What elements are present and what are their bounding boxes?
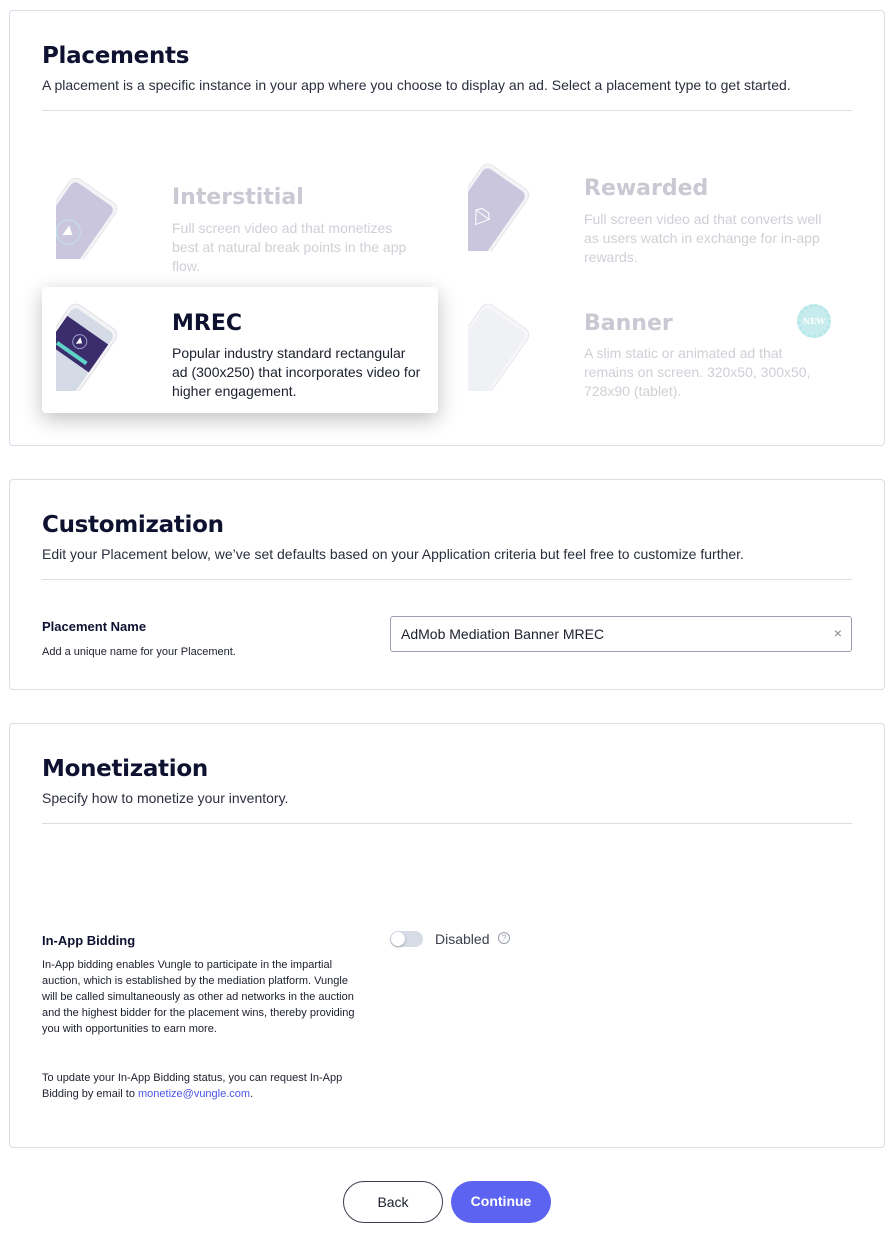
- placement-name-label: Placement Name: [42, 619, 147, 634]
- placement-type-desc: Full screen video ad that monetizes best at natural break points in the app flow.: [172, 220, 407, 274]
- placement-name-input[interactable]: AdMob Mediation Banner MREC ×: [390, 616, 852, 652]
- placement-type-desc: A slim static or animated ad that remains on screen. 320x50, 300x50, 728x90 (tablet).: [584, 345, 811, 399]
- placement-type-title: Interstitial: [172, 185, 304, 210]
- clear-icon[interactable]: ×: [833, 625, 842, 641]
- rewarded-phone-icon: [468, 161, 578, 251]
- placement-type-interstitial[interactable]: [42, 151, 438, 277]
- placement-type-mrec[interactable]: [42, 287, 438, 413]
- placement-type-title: MREC: [172, 311, 243, 336]
- placement-type-title: Rewarded: [584, 176, 709, 201]
- placement-type-banner[interactable]: [454, 287, 850, 413]
- mrec-phone-icon: [56, 301, 166, 391]
- in-app-bidding-update: To update your In-App Bidding status, you can request In-App Bidding by email to monetize@vungle.com.: [42, 1072, 343, 1100]
- banner-phone-icon: [468, 301, 578, 391]
- placement-type-desc: Full screen video ad that converts well as users watch in exchange for in-app rewards.: [584, 211, 822, 265]
- placements-subtitle: A placement is a specific instance in your app where you choose to display an ad. Select a placement type to get started.: [42, 77, 791, 93]
- placement-type-rewarded[interactable]: [454, 151, 850, 277]
- divider: [42, 823, 852, 824]
- monetization-subtitle: Specify how to monetize your inventory.: [42, 790, 289, 806]
- continue-button[interactable]: Continue: [451, 1181, 551, 1223]
- in-app-bidding-toggle[interactable]: [390, 931, 423, 947]
- placements-title: Placements: [42, 43, 190, 69]
- divider: [42, 579, 852, 580]
- placement-name-help: Add a unique name for your Placement.: [42, 646, 236, 658]
- customization-card: [9, 479, 885, 690]
- placement-type-desc: Popular industry standard rectangular ad (300x250) that incorporates video for higher engagement.: [172, 345, 421, 399]
- placement-type-title: Banner: [584, 311, 673, 336]
- divider: [42, 110, 852, 111]
- customization-title: Customization: [42, 512, 224, 538]
- monetization-card: [9, 723, 885, 1148]
- toggle-state-label: Disabled: [435, 931, 490, 947]
- in-app-bidding-help: In-App bidding enables Vungle to participate in the impartial auction, which is established by the mediation platform. Vungle will be called simultaneously as other ad networks in the auction and the highest bidder for the placement wins, thereby providing you with opportunities to earn more.: [42, 959, 355, 1035]
- customization-subtitle: Edit your Placement below, we’ve set defaults based on your Application criteria but feel free to customize further.: [42, 546, 744, 562]
- new-badge: NEW: [797, 304, 831, 338]
- toggle-knob: [391, 932, 405, 946]
- help-icon[interactable]: ?: [498, 932, 510, 944]
- interstitial-phone-icon: [56, 169, 166, 259]
- placements-card: [9, 10, 885, 446]
- back-button[interactable]: Back: [343, 1181, 443, 1223]
- in-app-bidding-label: In-App Bidding: [42, 933, 136, 948]
- monetization-title: Monetization: [42, 756, 208, 782]
- email-link[interactable]: monetize@vungle.com: [138, 1088, 251, 1100]
